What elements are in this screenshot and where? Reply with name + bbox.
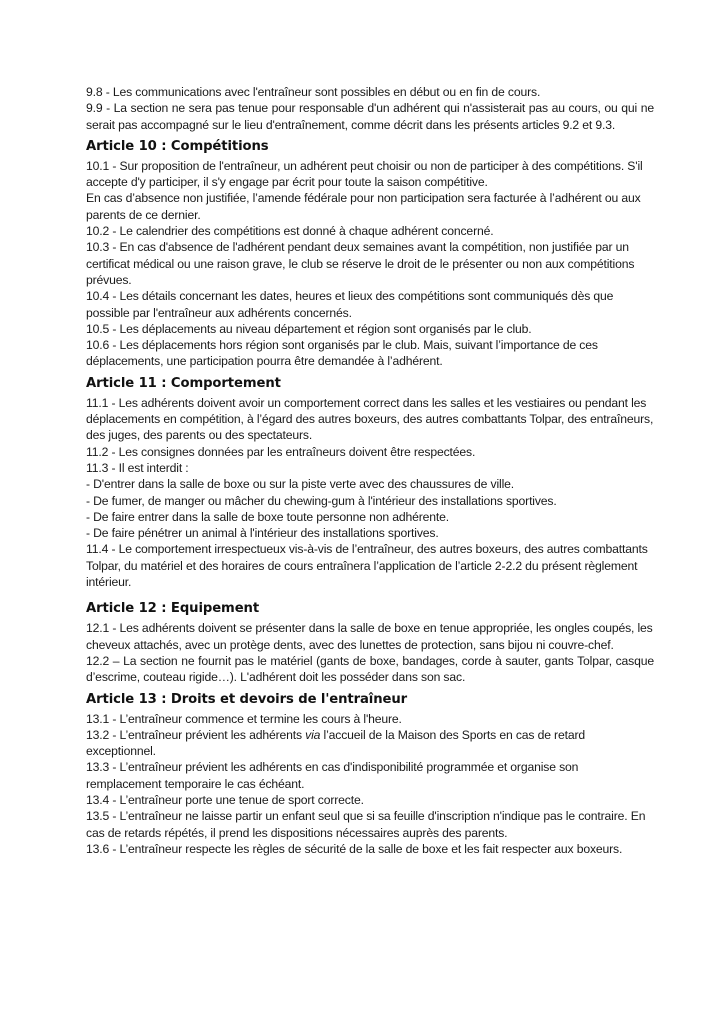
article-12-heading: Article 12 : Equipement [86,601,260,617]
paragraph-10-6: 10.6 - Les déplacements hors région sont organisés par le club. Mais, suivant l’importance de ces déplacements, une participation pourra être demandée à l’adhérent. [86,338,598,369]
paragraph-9-8: 9.8 - Les communications avec l'entraîneur sont possibles en début ou en fin de cours. [86,85,541,99]
paragraph-13-4: 13.4 - L’entraîneur porte une tenue de sport correcte. [86,792,364,807]
list-item-animals: - De faire pénétrer un animal à l'intérieur des installations sportives. [86,526,439,541]
paragraph-11-3: 11.3 - Il est interdit : [86,460,189,475]
paragraph-11-2: 11.2 - Les consignes données par les entraîneurs doivent être respectées. [86,444,476,459]
paragraph-13-5: 13.5 - L’entraîneur ne laisse partir un enfant seul que si sa feuille d'inscription n'indique pas le contraire. En cas de retards répétés, il prend les dispositions nécessaires auprès des parents. [86,809,646,840]
list-item-non-members: - De faire entrer dans la salle de boxe toute personne non adhérente. [86,509,449,524]
paragraph-13-3: 13.3 - L’entraîneur prévient les adhérents en cas d'indisponibilité programmée et organise son remplacement temporaire le cas échéant. [86,760,579,791]
list-item-smoking: - De fumer, de manger ou mâcher du chewing-gum à l'intérieur des installations sportives. [86,493,557,508]
article-11-heading: Article 11 : Comportement [86,375,281,391]
paragraph-12-2: 12.2 – La section ne fournit pas le matériel (gants de boxe, bandages, corde à sauter, gants Tolpar, casque d’escrime, couteau rigide…). L'adhérent doit les posséder dans son sac. [86,653,654,685]
paragraph-11-1: 11.1 - Les adhérents doivent avoir un comportement correct dans les salles et les vestiaires ou pendant les déplacements en compétition, à l’égard des autres boxeurs, des autres combattants Tolpar, des entraîneurs, des juges, des parents ou des spectateurs. [86,395,654,443]
paragraph-13-2-start: 13.2 - L’entraîneur prévient les adhérents [86,727,306,742]
paragraph-10-2: 10.2 - Le calendrier des compétitions est donné à chaque adhérent concerné. [86,224,494,239]
paragraph-10-5: 10.5 - Les déplacements au niveau département et région sont organisés par le club. [86,321,532,336]
paragraph-13-2 [86,727,654,760]
paragraph-12-1: 12.1 - Les adhérents doivent se présenter dans la salle de boxe en tenue appropriée, les ongles coupés, les cheveux attachés, avec un protège dents, avec des lunettes de protection, sans bijou ni couvre-chef. [86,621,653,652]
article-13-heading: Article 13 : Droits et devoirs de l'entraîneur [86,691,408,707]
paragraph-13-1: 13.1 - L’entraîneur commence et termine les cours à l'heure. [86,711,402,726]
paragraph-11-4: 11.4 - Le comportement irrespectueux vis-à-vis de l’entraîneur, des autres boxeurs, des autres combattants Tolpar, du matériel et des horaires de cours entraînera l’application de l’article 2-2.2 du présent règlement intérieur. [86,542,648,590]
paragraph-10-3: 10.3 - En cas d'absence de l'adhérent pendant deux semaines avant la compétition, non justifiée par un certificat médical ou une raison grave, le club se réserve le droit de le présenter ou non aux compétitions prévues. [86,240,635,287]
document-page [86,84,654,857]
article-10-heading: Article 10 : Compétitions [86,138,269,154]
paragraph-10-4: 10.4 - Les détails concernant les dates, heures et lieux des compétitions sont communiqués dès que possible par l'entraîneur aux adhérents concernés. [86,289,614,320]
paragraph-10-1: 10.1 - Sur proposition de l'entraîneur, un adhérent peut choisir ou non de participer à des compétitions. S'il accepte d'y participer, il s'y engage par écrit pour toute la saison compétitive. [86,158,643,190]
list-item-city-shoes: - D'entrer dans la salle de boxe ou sur la piste verte avec des chaussures de ville. [86,477,515,492]
paragraph-13-2-end: l’accueil de la Maison des Sports en cas de retard exceptionnel. [86,727,585,759]
paragraph-13-2-italic: via [305,727,321,742]
paragraph-13-6: 13.6 - L’entraîneur respecte les règles de sécurité de la salle de boxe et les fait respecter aux boxeurs. [86,841,623,856]
paragraph-10-1-absence: En cas d’absence non justifiée, l’amende fédérale pour non participation sera facturée à l’adhérent ou aux parents de ce dernier. [86,191,641,222]
paragraph-9-9: 9.9 - La section ne sera pas tenue pour responsable d'un adhérent qui n'assisterait pas au cours, ou qui ne serait pas accompagné sur le lieu d'entraînement, comme décrit dans les présents articles 9.2 et 9.3. [86,101,654,132]
